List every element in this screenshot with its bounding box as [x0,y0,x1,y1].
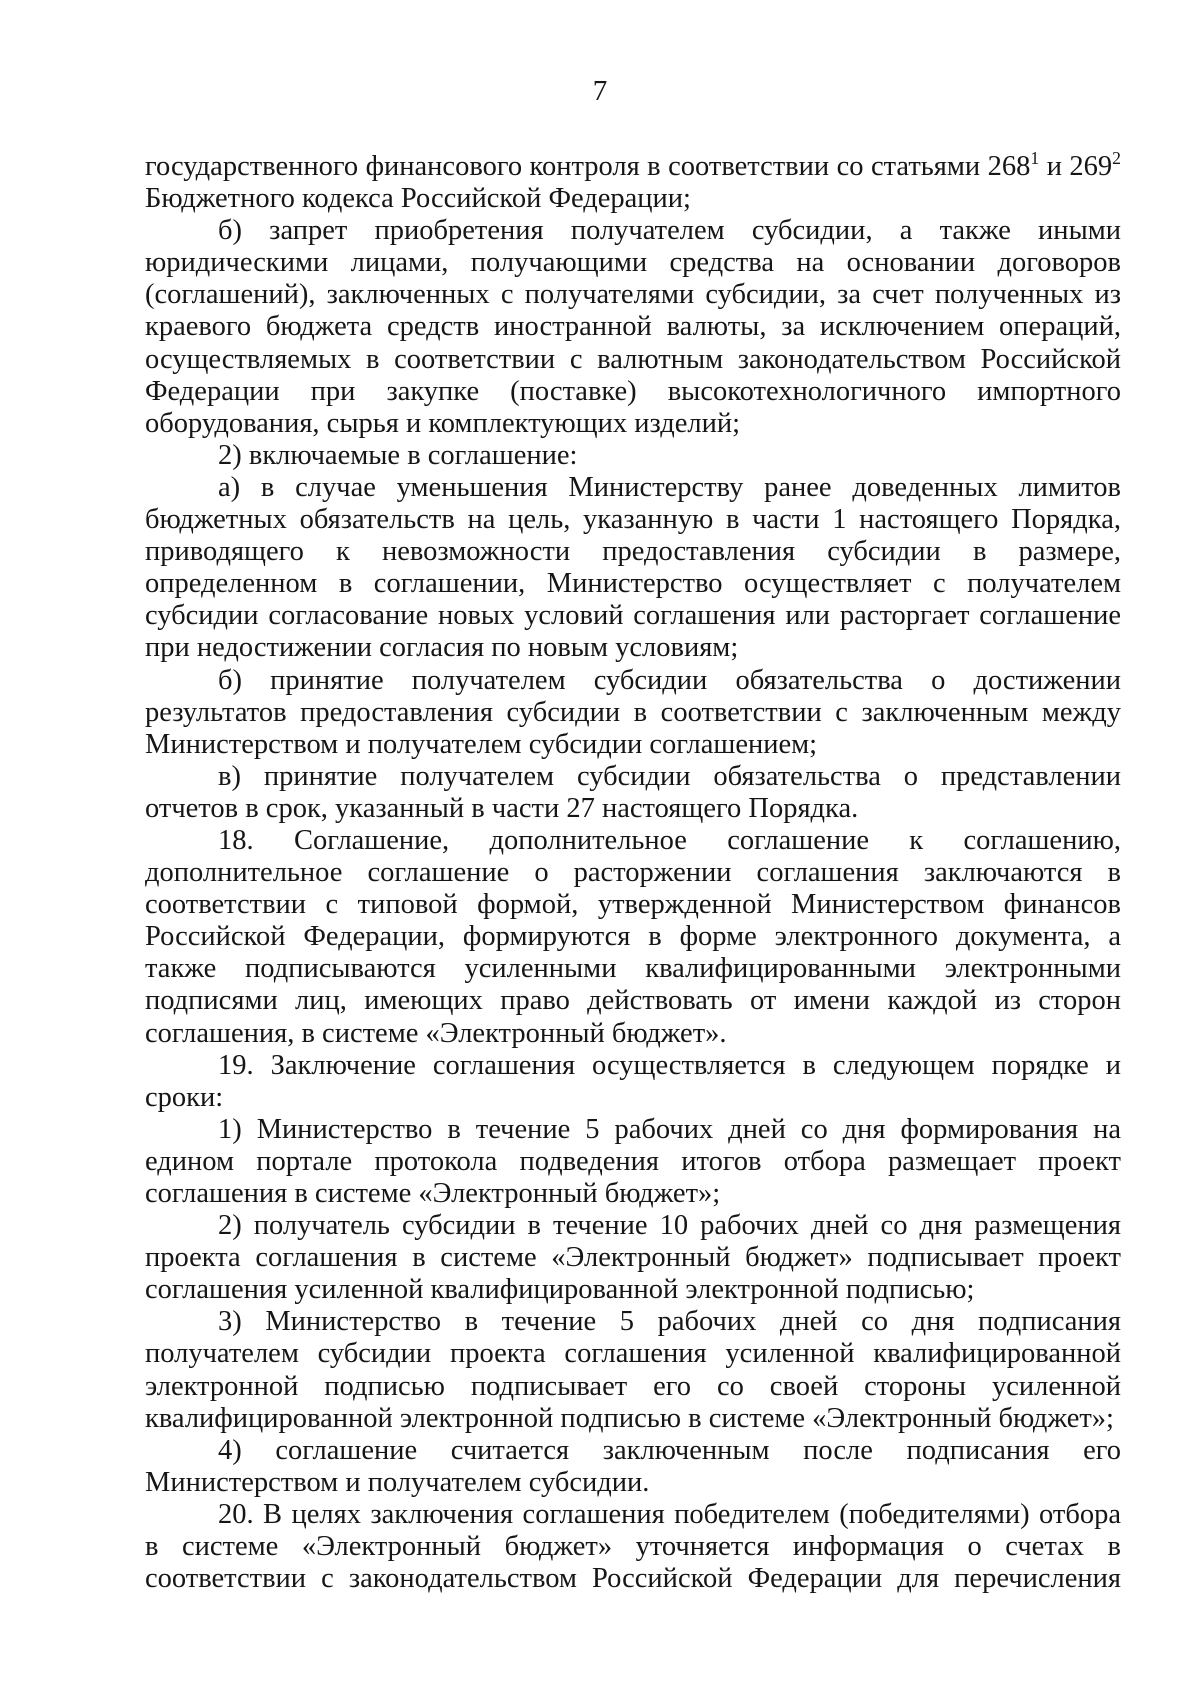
document-body [145,148,1121,1595]
paragraph-clause-20: 20. В целях заключения соглашения победителем (победителями) отбора в системе «Электронный бюджет» уточняется информация о счетах в соответствии с законодательством Российской Федерации для перечисления [145,1498,1121,1595]
superscript: 1 [1030,148,1040,169]
paragraph-clause-19-item-3: 3) Министерство в течение 5 рабочих дней со дня подписания получателем субсидии проекта соглашения усиленной квалифицированной электронной подписью подписывает его со своей стороны усиленной квалифицированной электронной подписью в системе «Электронный бюджет»; [145,1306,1121,1434]
paragraph-text: и 269 [1039,151,1113,182]
paragraph-sub-b-prohibition: б) запрет приобретения получателем субсидии, а также иными юридическими лицами, получающими средства на основании договоров (соглашений), заключенных с получателями субсидии, за счет полученных из краевого бюджета средств иностранной валюты, за исключением операций, осуществляемых в соответствии с валютным законодательством Российской Федерации при закупке (поставке) высокотехнологичного импортного оборудования, сырья и комплектующих изделий; [145,215,1121,439]
page-number: 7 [592,75,608,107]
paragraph-clause-18: 18. Соглашение, дополнительное соглашение к соглашению, дополнительное соглашение о расторжении соглашения заключаются в соответствии с типовой формой, утвержденной Министерством финансов Российской Федерации, формируются в форме электронного документа, а также подписываются усиленными квалифицированными электронными подписями лиц, имеющих право действовать от имени каждой из сторон соглашения, в системе «Электронный бюджет». [145,824,1121,1049]
paragraph-sub-b: б) принятие получателем субсидии обязательства о достижении результатов предоставления субсидии в соответствии с заключенным между Министерством и получателем субсидии соглашением; [145,664,1121,760]
paragraph-continuation [145,148,1121,215]
paragraph-sub-v: в) принятие получателем субсидии обязательства о представлении отчетов в срок, указанный в части 27 настоящего Порядка. [145,760,1121,824]
paragraph-clause-19-item-4: 4) соглашение считается заключенным после подписания его Министерством и получателем субсидии. [145,1434,1121,1498]
superscript: 2 [1112,148,1121,169]
paragraph-sub-a: а) в случае уменьшения Министерству ранее доведенных лимитов бюджетных обязательств на цель, указанную в части 1 настоящего Порядка, приводящего к невозможности предоставления субсидии в размере, определенном в соглашении, Министерство осуществляет с получателем субсидии согласование новых условий соглашения или расторгает соглашение при недостижении согласия по новым условиям; [145,471,1121,664]
paragraph-clause-19-item-2: 2) получатель субсидии в течение 10 рабочих дней со дня размещения проекта соглашения в системе «Электронный бюджет» подписывает проект соглашения усиленной квалифицированной электронной подписью; [145,1210,1121,1306]
paragraph-text: государственного финансового контроля в соответствии со статьями 268 [145,151,1031,182]
paragraph-clause-19: 19. Заключение соглашения осуществляется в следующем порядке и сроки: [145,1049,1121,1113]
paragraph-item-2: 2) включаемые в соглашение: [218,439,578,471]
paragraph-text: Бюджетного кодекса Российской Федерации; [145,183,691,215]
paragraph-clause-19-item-1: 1) Министерство в течение 5 рабочих дней со дня формирования на едином портале протокола подведения итогов отбора размещает проект соглашения в системе «Электронный бюджет»; [145,1113,1121,1209]
